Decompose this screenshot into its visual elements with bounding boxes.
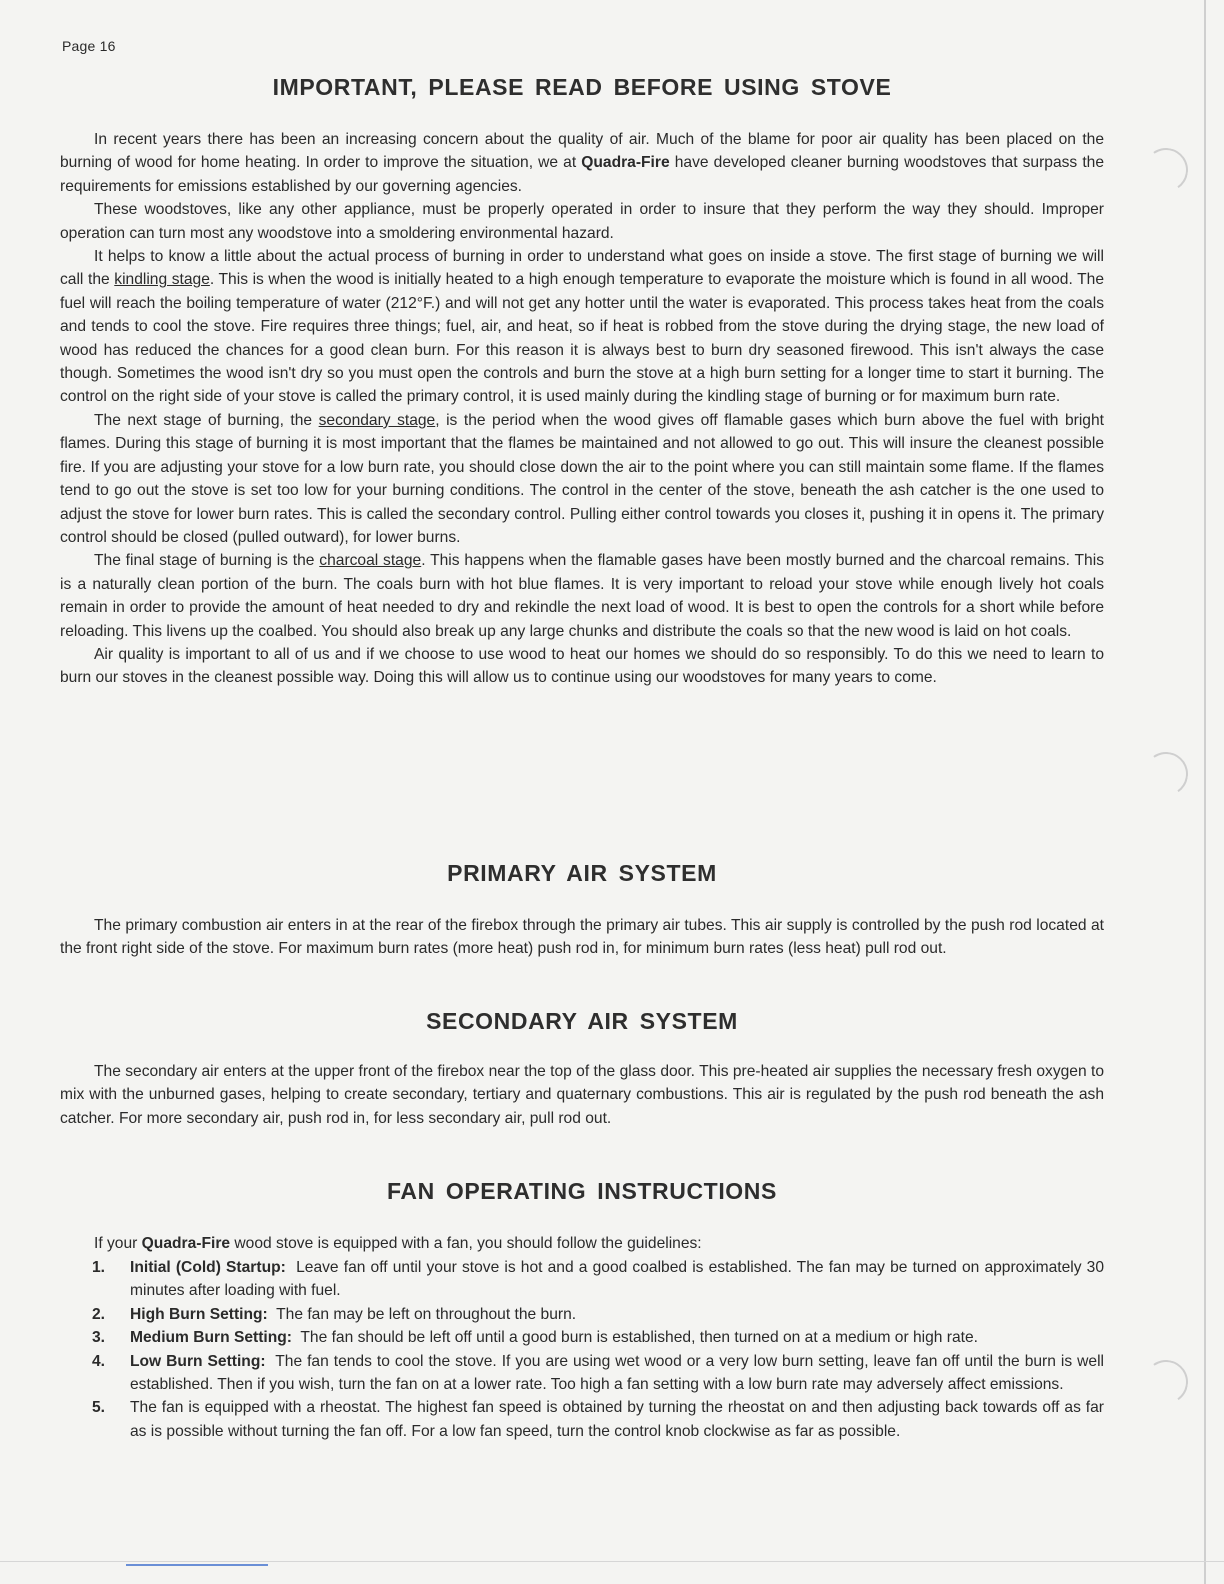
paragraph: Air quality is important to all of us and if we choose to use wood to heat our homes we should do so responsibly. To do this we need to learn to burn our stoves in the cleanest possible way. Doing this will allow us to continue using our woodstoves for many years to come. (60, 645, 1104, 687)
paragraph: It helps to know a little about the actual process of burning in order to understand what goes on inside a stove. The first stage of burning we will call the kindling stage. This is when the wood is initially heated to a high enough temperature to evaporate the moisture which is found in all wood. The fuel will reach the boiling temperature of water (212°F.) and will not get any hotter until the water is evaporated. This process takes heat from the coals and tends to cool the stove. Fire requires three things; fuel, air, and heat, so if heat is robbed from the stove during the drying stage, the new load of wood has reduced the chances for a good clean burn. For this reason it is always best to burn dry seasoned firewood. This isn't always the case though. Sometimes the wood isn't dry so you must open the controls and burn the stove at a high burn setting for a longer time to start it burning. The control on the right side of your stove is called the primary control, it is used mainly during the kindling stage of burning or for maximum burn rate. (60, 248, 1104, 406)
heading-secondary-air: SECONDARY AIR SYSTEM (426, 1008, 738, 1034)
term-kindling-stage: kindling stage (114, 271, 210, 289)
binder-hole-icon (1141, 1357, 1192, 1408)
secondary-air-text: The secondary air enters at the upper front of the firebox near the top of the glass door. This pre-heated air supplies the necessary fresh oxygen to mix with the unburned gases, helping to create secondary, tertiary and quaternary combustions. This air is regulated by the push rod beneath the ash catcher. For more secondary air, push rod in, for less secondary air, pull rod out. (60, 1063, 1104, 1127)
page-number: Page 16 (62, 38, 116, 54)
term-charcoal-stage: charcoal stage (319, 552, 422, 570)
list-item: 2. High Burn Setting: The fan may be left on throughout the burn. (92, 1305, 577, 1323)
term-secondary-stage: secondary stage (318, 411, 436, 429)
binder-hole-icon (1141, 749, 1192, 800)
binder-hole-icon (1141, 145, 1192, 196)
brand-name: Quadra-Fire (581, 154, 670, 172)
heading-fan: FAN OPERATING INSTRUCTIONS (387, 1178, 777, 1204)
primary-air-text: The primary combustion air enters in at the rear of the firebox through the primary air tubes. This air supply is controlled by the push rod located at the front right side of the stove. For maximum burn rates (more heat) push rod in, for minimum burn rates (less heat) pull rod out. (60, 917, 1104, 958)
paragraph: These woodstoves, like any other appliance, must be properly operated in order to insure that they perform the way they should. Improper operation can turn most any woodstove into a smoldering environmental hazard. (60, 201, 1104, 242)
page-edge-right (1204, 0, 1206, 1584)
heading-important: IMPORTANT, PLEASE READ BEFORE USING STOVE (272, 74, 892, 100)
heading-primary-air: PRIMARY AIR SYSTEM (447, 860, 717, 886)
list-item: 5. The fan is equipped with a rheostat. The highest fan speed is obtained by turning the rheostat on and then adjusting back towards off as far as is possible without turning the fan off. For a low fan speed, turn the control knob clockwise as far as possible. (92, 1399, 1104, 1440)
important-section (60, 128, 1104, 690)
list-item: 3. Medium Burn Setting: The fan should be left off until a good burn is established, then turned on at a medium or high rate. (92, 1329, 979, 1347)
paragraph: In recent years there has been an increasing concern about the quality of air. Much of the blame for poor air quality has been placed on the burning of wood for home heating. In order to improve the situation, we at Quadra-Fire have developed cleaner burning woodstoves that surpass the requirements for emissions established by our governing agencies. (60, 131, 1104, 195)
fan-instructions-list (60, 1256, 1104, 1443)
paragraph: The next stage of burning, the secondary stage, is the period when the wood gives off flamable gases which burn above the fuel with bright flames. During this stage of burning it is most important that the flames be maintained and not allowed to go out. This will insure the cleanest possible fire. If you are adjusting your stove for a low burn rate, you should close down the air to the point where you can still maintain some flame. If the flames tend to go out the stove is set too low for your burning conditions. The control in the center of the stove, beneath the ash catcher is the one used to adjust the stove for lower burn rates. This is called the secondary control. Pulling either control towards you closes it, pushing it in opens it. The primary control should be closed (pulled outward), for lower burns. (60, 411, 1104, 546)
list-item: 1. Initial (Cold) Startup: Leave fan off until your stove is hot and a good coalbed is established. The fan may be turned on approximately 30 minutes after loading with fuel. (92, 1259, 1105, 1300)
list-item: 4. Low Burn Setting: The fan tends to cool the stove. If you are using wet wood or a very low burn setting, leave fan off until the burn is well established. Then if you wish, turn the fan on at a lower rate. Too high a fan setting with a low burn rate may adversely affect emissions. (92, 1352, 1104, 1394)
brand-name: Quadra-Fire (141, 1235, 231, 1252)
paragraph: The final stage of burning is the charcoal stage. This happens when the flamable gases have been mostly burned and the charcoal remains. This is a naturally clean portion of the burn. The coals burn with hot blue flames. It is very important to reload your stove while enough lively hot coals remain in order to provide the amount of heat needed to dry and rekindle the next load of wood. It is best to open the controls for a short while before reloading. This livens up the coalbed. You should also break up any large chunks and distribute the coals so that the new wood is laid on hot coals. (60, 552, 1104, 640)
fan-intro: If your Quadra-Fire wood stove is equipped with a fan, you should follow the guidelines: (94, 1235, 702, 1252)
page-edge-bottom (0, 1561, 1224, 1562)
scan-mark (126, 1564, 268, 1566)
